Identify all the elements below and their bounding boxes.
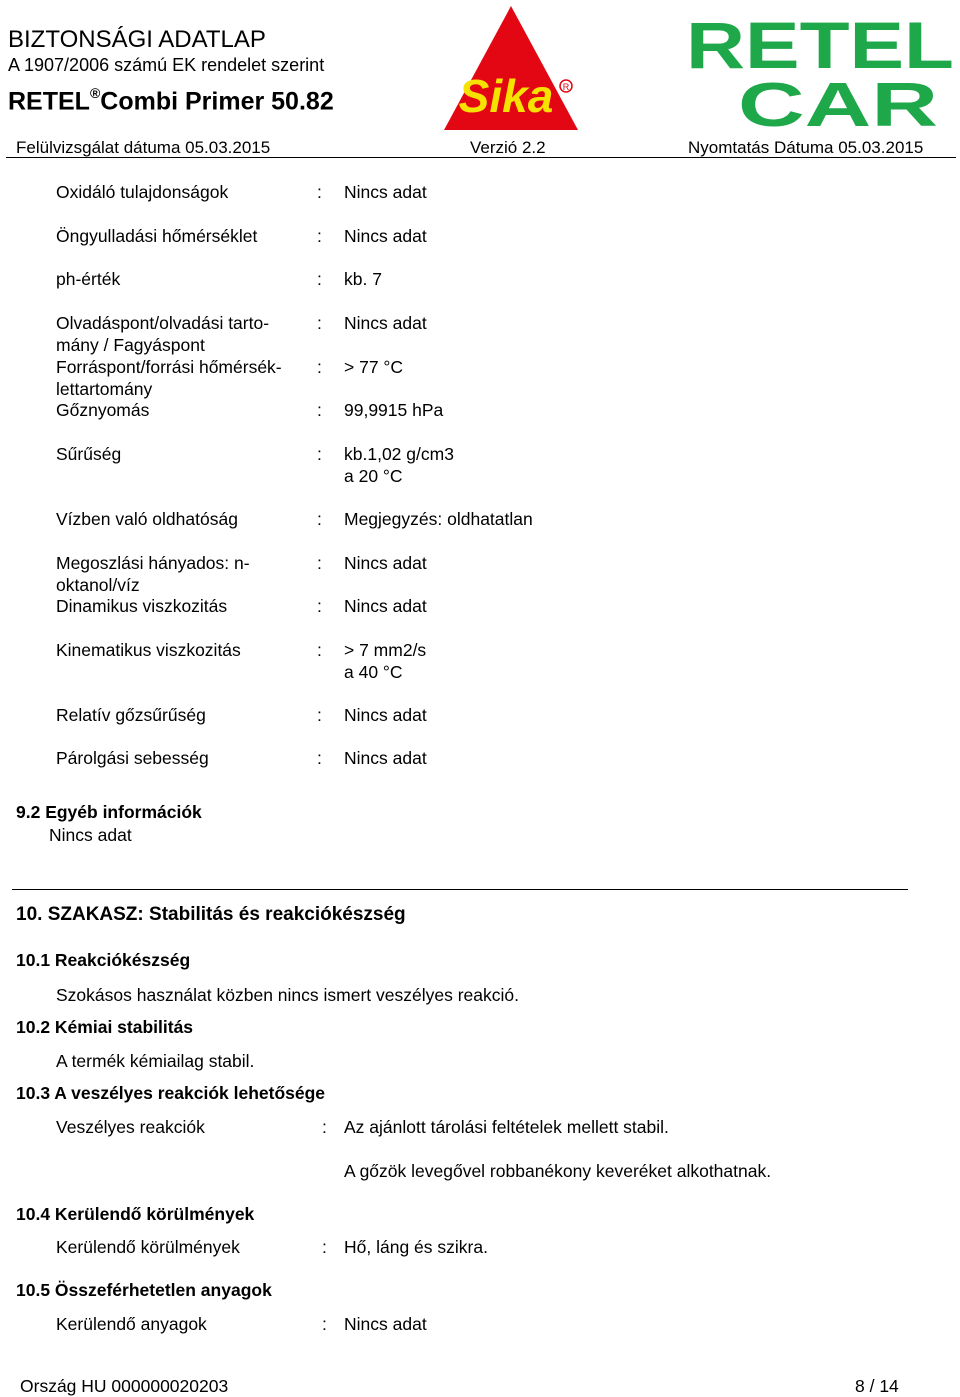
property-colon: :: [317, 313, 322, 333]
property-colon: :: [317, 444, 322, 464]
property-colon: :: [317, 596, 322, 616]
header-divider: [6, 157, 956, 158]
property-colon: :: [317, 640, 322, 660]
property-label: Vízben való oldhatóság: [56, 509, 238, 529]
property-value: kb. 7: [344, 269, 382, 289]
section-10-4-heading: 10.4 Kerülendő körülmények: [16, 1204, 255, 1224]
registered-mark-icon: ®: [89, 85, 101, 101]
property-colon: :: [317, 269, 322, 289]
hazardous-reactions-label: Veszélyes reakciók: [56, 1117, 205, 1137]
property-value: Nincs adat: [344, 748, 427, 768]
materials-to-avoid-value: Nincs adat: [344, 1314, 427, 1334]
property-label: ph-érték: [56, 269, 121, 289]
section-10-1-heading: 10.1 Reakciókészség: [16, 950, 191, 970]
property-colon: :: [317, 705, 322, 725]
property-value: > 77 °C: [344, 357, 404, 377]
section-9-2-heading: 9.2 Egyéb információk: [16, 802, 202, 822]
section-10-2-heading: 10.2 Kémiai stabilitás: [16, 1017, 194, 1037]
property-label: Forráspont/forrási hőmérsék-: [56, 357, 282, 377]
property-value: Nincs adat: [344, 182, 427, 202]
section-10-2-text: A termék kémiailag stabil.: [56, 1051, 255, 1071]
revision-date: Felülvizsgálat dátuma 05.03.2015: [16, 138, 271, 157]
property-label: Sűrűség: [56, 444, 122, 464]
property-colon: :: [322, 1117, 327, 1137]
conditions-to-avoid-value: Hő, láng és szikra.: [344, 1237, 488, 1257]
property-label: Öngyulladási hőmérséklet: [56, 226, 258, 246]
property-label: Gőznyomás: [56, 400, 150, 420]
property-value: Nincs adat: [344, 226, 427, 246]
document-title: BIZTONSÁGI ADATLAP: [8, 26, 266, 53]
product-name: Combi Primer 50.82: [100, 87, 334, 116]
page-number: 8 / 14: [855, 1376, 899, 1396]
version: Verzió 2.2: [470, 138, 546, 157]
section-10-3-heading: 10.3 A veszélyes reakciók lehetősége: [16, 1083, 326, 1103]
property-colon: :: [322, 1314, 327, 1334]
conditions-to-avoid-label: Kerülendő körülmények: [56, 1237, 240, 1257]
property-colon: :: [317, 748, 322, 768]
print-date: Nyomtatás Dátuma 05.03.2015: [688, 138, 924, 157]
property-value: Nincs adat: [344, 313, 427, 333]
property-value: Nincs adat: [344, 596, 427, 616]
property-value: Nincs adat: [344, 705, 427, 725]
sika-logo: [440, 4, 582, 132]
property-colon: :: [322, 1237, 327, 1257]
section-divider: [12, 889, 908, 890]
product-title: [8, 80, 334, 116]
property-colon: :: [317, 509, 322, 529]
property-colon: :: [317, 553, 322, 573]
section-10-1-text: Szokásos használat közben nincs ismert veszélyes reakció.: [56, 985, 519, 1005]
property-label: Kinematikus viszkozitás: [56, 640, 241, 660]
footer-country-code: Ország HU 000000020203: [20, 1376, 229, 1396]
svg-text:R: R: [562, 82, 570, 92]
property-label: Megoszlási hányados: n-: [56, 553, 250, 573]
sika-logo-text: Sika: [458, 70, 554, 122]
section-9-2-text: Nincs adat: [49, 825, 132, 845]
regulation-reference: A 1907/2006 számú EK rendelet szerint: [8, 55, 325, 75]
property-value: 99,9915 hPa: [344, 400, 444, 420]
property-colon: :: [317, 226, 322, 246]
property-label-cont: lettartomány: [56, 379, 153, 399]
property-value: Megjegyzés: oldhatatlan: [344, 509, 533, 529]
property-label: Olvadáspont/olvadási tarto-: [56, 313, 270, 333]
materials-to-avoid-label: Kerülendő anyagok: [56, 1314, 207, 1334]
property-label: Relatív gőzsűrűség: [56, 705, 206, 725]
property-colon: :: [317, 357, 322, 377]
property-label-cont: mány / Fagyáspont: [56, 335, 205, 355]
property-label: Oxidáló tulajdonságok: [56, 182, 229, 202]
property-value: > 7 mm2/s: [344, 640, 427, 660]
section-10-5-heading: 10.5 Összeférhetetlen anyagok: [16, 1280, 272, 1300]
product-brand: RETEL: [8, 87, 90, 116]
property-label: Dinamikus viszkozitás: [56, 596, 228, 616]
property-value-cont: a 20 °C: [344, 466, 403, 486]
property-value: Nincs adat: [344, 553, 427, 573]
property-label-cont: oktanol/víz: [56, 575, 140, 595]
retel-logo-text: RETEL: [686, 14, 954, 82]
retel-car-logo: [686, 14, 956, 128]
car-logo-text: CAR: [738, 71, 938, 128]
hazardous-reactions-value-2: A gőzök levegővel robbanékony keveréket alkothatnak.: [344, 1161, 772, 1181]
property-colon: :: [317, 182, 322, 202]
property-label: Párolgási sebesség: [56, 748, 209, 768]
hazardous-reactions-value: Az ajánlott tárolási feltételek mellett stabil.: [344, 1117, 669, 1137]
section-10-heading: 10. SZAKASZ: Stabilitás és reakciókészség: [16, 904, 406, 925]
property-colon: :: [317, 400, 322, 420]
property-value-cont: a 40 °C: [344, 662, 403, 682]
property-value: kb.1,02 g/cm3: [344, 444, 454, 464]
